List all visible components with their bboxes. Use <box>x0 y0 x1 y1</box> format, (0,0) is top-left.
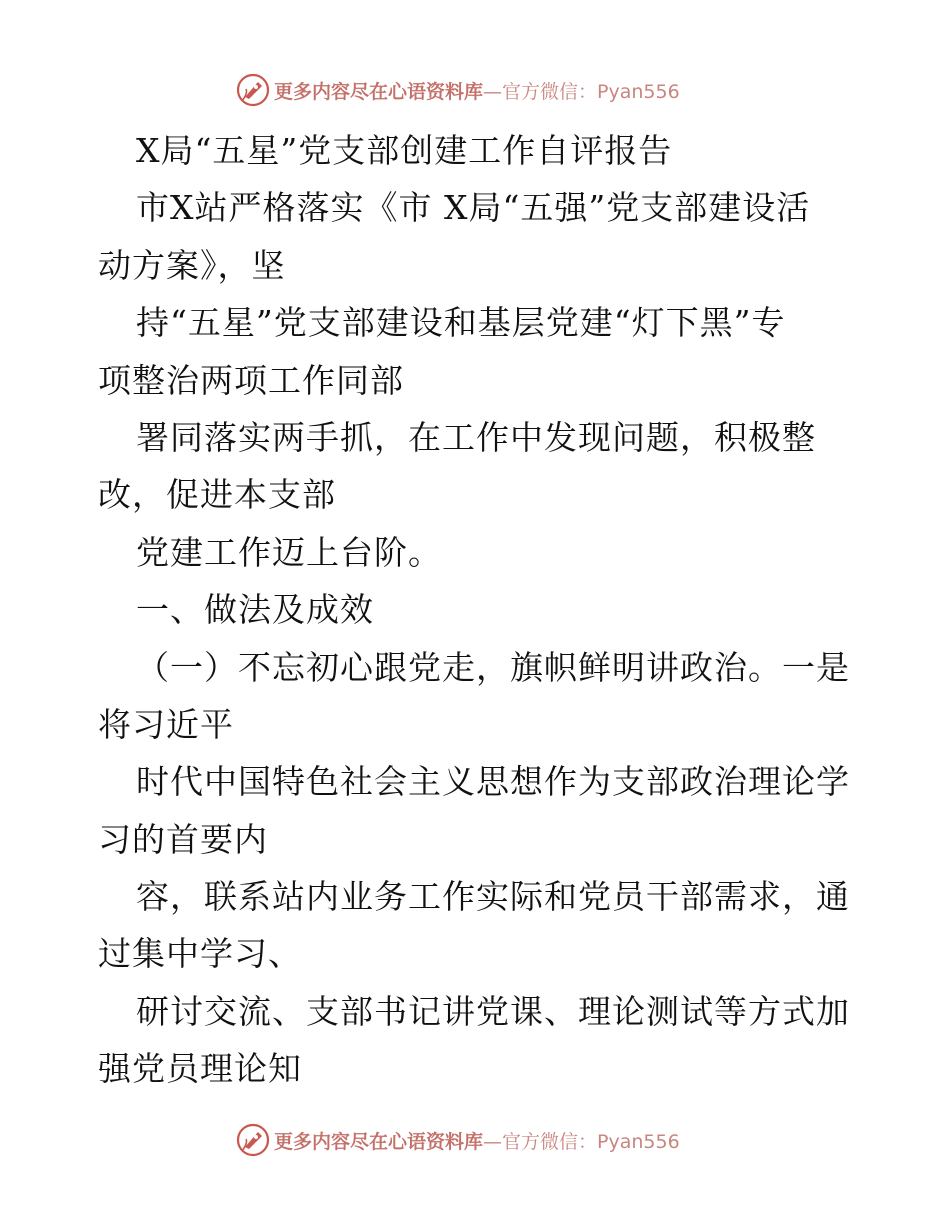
watermark-contact: 官方微信：Pyan556 <box>502 80 680 103</box>
paragraph-line: 市X站严格落实《市 X局“五强”党支部建设活 <box>136 188 811 228</box>
paragraph-line: 项整治两项工作同部 <box>98 360 404 400</box>
paragraph-line: 时代中国特色社会主义思想作为支部政治理论学 <box>136 762 850 802</box>
watermark-text <box>274 77 680 104</box>
paragraph-line: 改，促进本支部 <box>98 475 336 515</box>
paragraph-line: （一）不忘初心跟党走，旗帜鲜明讲政治。一是 <box>136 647 850 687</box>
paragraph-line: 研讨交流、支部书记讲党课、理论测试等方式加 <box>136 991 850 1031</box>
watermark-separator: — <box>483 80 503 103</box>
paragraph-line: 过集中学习、 <box>98 934 302 974</box>
paragraph-line: 将习近平 <box>98 704 234 744</box>
document-title: X局“五星”党支部创建工作自评报告 <box>136 131 673 170</box>
paragraph-line: 署同落实两手抓，在工作中发现问题，积极整 <box>136 417 816 457</box>
watermark-contact: 官方微信：Pyan556 <box>502 1130 680 1153</box>
paragraph-line: 动方案》，坚 <box>98 245 286 285</box>
watermark-separator: — <box>483 1130 503 1153</box>
footer-watermark-banner <box>236 1122 680 1158</box>
paragraph-line: 持“五星”党支部建设和基层党建“灯下黑”专 <box>136 303 786 343</box>
watermark-text <box>274 1127 680 1154</box>
section-heading: 一、做法及成效 <box>136 590 374 630</box>
pen-nib-logo-icon <box>236 1123 270 1157</box>
watermark-brand: 更多内容尽在心语资料库 <box>274 1130 484 1153</box>
pen-nib-logo-icon <box>236 73 270 107</box>
document-body <box>98 122 898 1098</box>
paragraph-line: 容，联系站内业务工作实际和党员干部需求，通 <box>136 877 850 917</box>
paragraph-line: 习的首要内 <box>98 819 268 859</box>
paragraph-line: 强党员理论知 <box>98 1049 302 1089</box>
watermark-brand: 更多内容尽在心语资料库 <box>274 80 484 103</box>
paragraph-line: 党建工作迈上台阶。 <box>136 532 442 572</box>
header-watermark-banner <box>236 72 680 108</box>
